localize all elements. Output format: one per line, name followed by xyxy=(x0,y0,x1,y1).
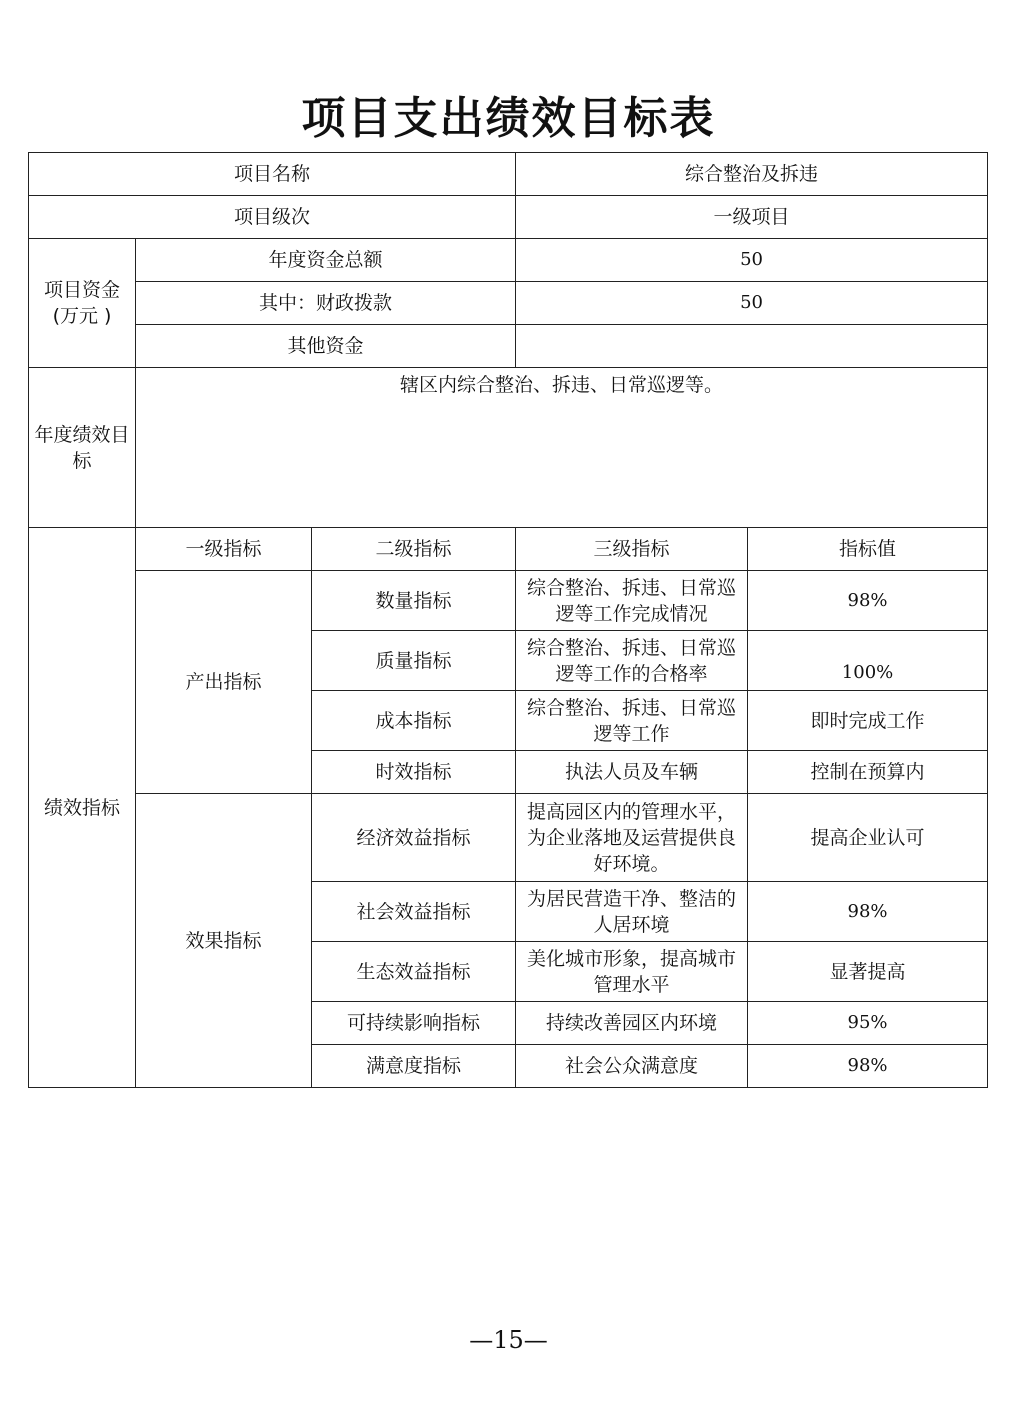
level3-cell: 执法人员及车辆 xyxy=(516,751,748,794)
project-name-value: 综合整治及拆违 xyxy=(516,153,988,196)
project-level-value: 一级项目 xyxy=(516,196,988,239)
table-row xyxy=(29,196,988,239)
page-number: —15— xyxy=(469,1326,548,1354)
header-value: 指标值 xyxy=(748,528,988,571)
funds-fiscal-value: 50 xyxy=(516,282,988,325)
project-name-label: 项目名称 xyxy=(29,153,516,196)
level2-cell: 社会效益指标 xyxy=(312,882,516,942)
value-cell: 98% xyxy=(748,882,988,942)
header-level2: 二级指标 xyxy=(312,528,516,571)
level2-cell: 成本指标 xyxy=(312,691,516,751)
table-row xyxy=(29,282,988,325)
level2-cell: 可持续影响指标 xyxy=(312,1002,516,1045)
output-indicator-label: 产出指标 xyxy=(136,571,312,794)
funds-fiscal-label: 其中：财政拨款 xyxy=(136,282,516,325)
table-row xyxy=(29,528,988,571)
funds-other-value xyxy=(516,325,988,368)
funds-label: 项目资金(万元 ) xyxy=(29,239,136,368)
level2-cell: 生态效益指标 xyxy=(312,942,516,1002)
level2-cell: 满意度指标 xyxy=(312,1045,516,1088)
table-row xyxy=(29,239,988,282)
table-row xyxy=(29,794,988,882)
level2-cell: 数量指标 xyxy=(312,571,516,631)
level2-cell: 时效指标 xyxy=(312,751,516,794)
level3-cell: 美化城市形象，提高城市管理水平 xyxy=(516,942,748,1002)
level3-cell: 综合整治、拆违、日常巡逻等工作完成情况 xyxy=(516,571,748,631)
level2-cell: 质量指标 xyxy=(312,631,516,691)
performance-table xyxy=(28,152,988,1088)
value-cell: 95% xyxy=(748,1002,988,1045)
value-cell: 控制在预算内 xyxy=(748,751,988,794)
value-cell: 98% xyxy=(748,1045,988,1088)
annual-goal-label: 年度绩效目标 xyxy=(29,368,136,528)
level3-cell: 持续改善园区内环境 xyxy=(516,1002,748,1045)
table-row xyxy=(29,325,988,368)
effect-indicator-label: 效果指标 xyxy=(136,794,312,1088)
funds-total-label: 年度资金总额 xyxy=(136,239,516,282)
value-cell: 提高企业认可 xyxy=(748,794,988,882)
funds-total-value: 50 xyxy=(516,239,988,282)
value-cell: 98% xyxy=(748,571,988,631)
indicators-label: 绩效指标 xyxy=(29,528,136,1088)
value-cell: 100% xyxy=(748,631,988,691)
page-title: 项目支出绩效目标表 xyxy=(301,93,716,144)
table-row xyxy=(29,368,988,528)
table-row xyxy=(29,571,988,631)
value-cell: 显著提高 xyxy=(748,942,988,1002)
level2-cell: 经济效益指标 xyxy=(312,794,516,882)
table-row xyxy=(29,153,988,196)
level3-cell: 提高园区内的管理水平，为企业落地及运营提供良好环境。 xyxy=(516,794,748,882)
funds-other-label: 其他资金 xyxy=(136,325,516,368)
project-level-label: 项目级次 xyxy=(29,196,516,239)
level3-cell: 综合整治、拆违、日常巡逻等工作 xyxy=(516,691,748,751)
level3-cell: 为居民营造干净、整洁的人居环境 xyxy=(516,882,748,942)
level3-cell: 社会公众满意度 xyxy=(516,1045,748,1088)
header-level1: 一级指标 xyxy=(136,528,312,571)
value-cell: 即时完成工作 xyxy=(748,691,988,751)
level3-cell: 综合整治、拆违、日常巡逻等工作的合格率 xyxy=(516,631,748,691)
header-level3: 三级指标 xyxy=(516,528,748,571)
annual-goal-text: 辖区内综合整治、拆违、日常巡逻等。 xyxy=(136,368,988,528)
